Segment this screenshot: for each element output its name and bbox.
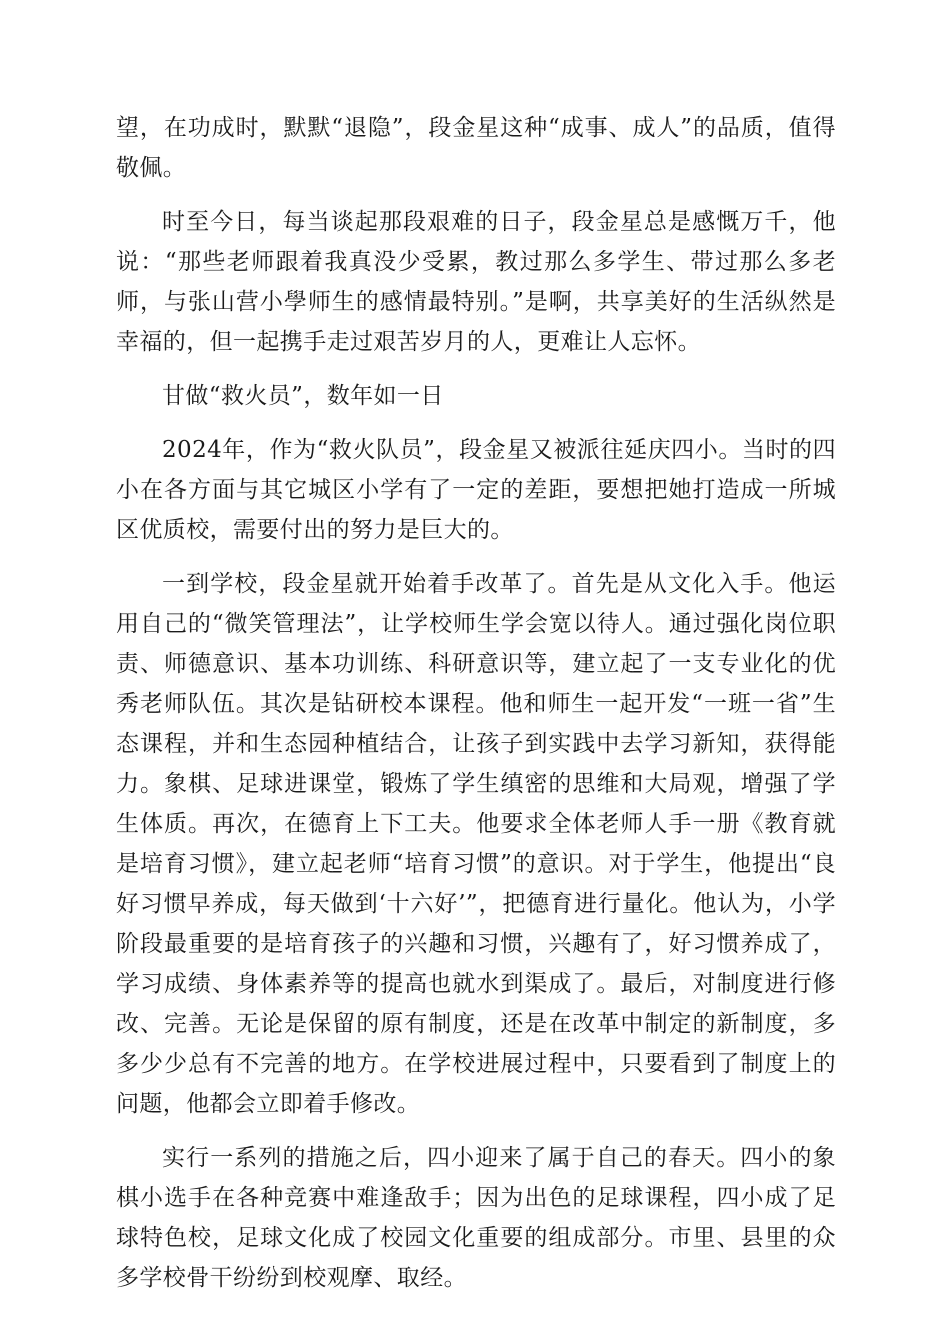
- document-page: [116, 108, 836, 1298]
- paragraph-gap: [116, 416, 836, 430]
- paragraph-gap: [116, 362, 836, 376]
- paragraph-continuation: 望，在功成时，默默“退隐”，段金星这种“成事、成人”的品质，值得敬佩。: [116, 115, 836, 181]
- section-heading: 甘做“救火员”，数年如一日: [162, 383, 444, 409]
- paragraph-gap: [116, 188, 836, 202]
- paragraph-gap: [116, 550, 836, 564]
- paragraph-reforms: 一到学校，段金星就开始着手改革了。首先是从文化入手。他运用自己的“微笑管理法”，让学校师生学会宽以待人。通过强化岗位职责、师德意识、基本功训练、科研意识等，建立起了一支专业化的优秀老师队伍。其次是钻研校本课程。他和师生一起开发“一班一省”生态课程，并和生态园种植结合，让孩子到实践中去学习新知，获得能力。象棋、足球进课堂，锻炼了学生缜密的思维和大局观，增强了学生体质。再次，在德育上下工夫。他要求全体老师人手一册《教育就是培育习惯》，建立起老师“培育习惯”的意识。对于学生，他提出“良好习惯早养成，每天做到‘十六好’”，把德育进行量化。他认为，小学阶段最重要的是培育孩子的兴趣和习惯，兴趣有了，好习惯养成了，学习成绩、身体素养等的提高也就水到渠成了。最后，对制度进行修改、完善。无论是保留的原有制度，还是在改革中制定的新制度，多多少少总有不完善的地方。在学校进展过程中，只要看到了制度上的问题，他都会立即着手修改。: [116, 571, 836, 1117]
- paragraph-gap: [116, 1124, 836, 1138]
- paragraph-results: 实行一系列的措施之后，四小迎来了属于自己的春天。四小的象棋小选手在各种竞赛中难逢敌手；因为出色的足球课程，四小成了足球特色校，足球文化成了校园文化重要的组成部分。市里、县里的众多学校骨干纷纷到校观摩、取经。: [116, 1145, 836, 1291]
- paragraph-assignment: 2024年，作为“救火队员”，段金星又被派往延庆四小。当时的四小在各方面与其它城区小学有了一定的差距，要想把她打造成一所城区优质校，需要付出的努力是巨大的。: [116, 437, 836, 543]
- paragraph-recollection: 时至今日，每当谈起那段艰难的日子，段金星总是感慨万千，他说：“那些老师跟着我真没少受累，教过那么多学生、带过那么多老师，与张山营小學师生的感情最特别。”是啊，共享美好的生活纵然是幸福的，但一起携手走过艰苦岁月的人，更难让人忘怀。: [116, 209, 836, 355]
